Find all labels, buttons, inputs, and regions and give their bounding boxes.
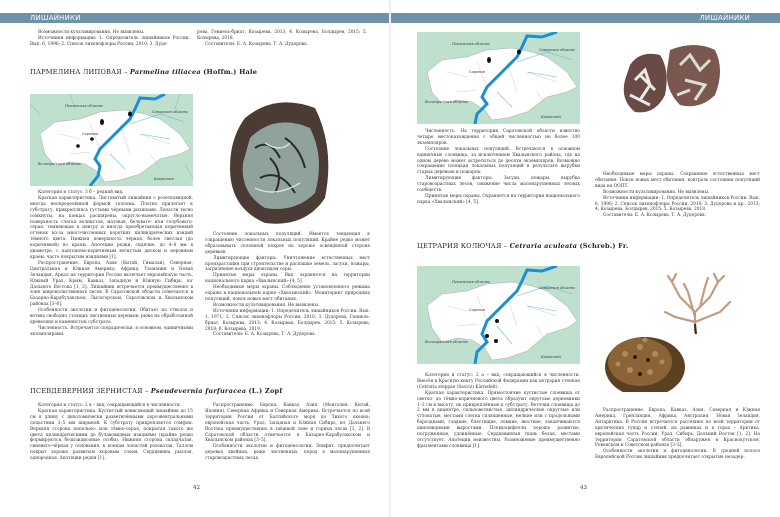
map-label-kazakhstan: Казахстан	[541, 355, 561, 359]
running-header-right	[391, 13, 780, 23]
paragraph: Составители: Е. А. Козырева, Т. А. Дудорова.	[213, 332, 316, 338]
occurrence-point	[128, 112, 132, 117]
paragraph: Необходимые меры охраны. Сохранение естественных мест обитания. Поиск новых мест обитания, контроль состояния популяций вида на ООПТ.	[595, 172, 760, 189]
paragraph: Возможности культивирования. Не выявлены.	[38, 30, 145, 35]
species-name-ru: ПАРМЕЛИНА ЛИПОВАЯ –	[30, 68, 128, 76]
distribution-map-cetraria	[417, 266, 580, 364]
occurrence-point	[494, 339, 498, 343]
paragraph: Численность. Встречается спорадически, в основном, единичными экземплярами.	[30, 325, 193, 337]
map-label-volgograd: Волгоградская область	[425, 340, 469, 344]
map-graphic	[417, 32, 580, 124]
paragraph: Источники информации: 1. Определитель лишайников России. Вып. 6, 1996; 2. Список лихенофлоры России, 2010; 3. Дудорова и др., 2013; 4. Козырева, Болдырев, 2015; 5. Козырева, 2018.	[595, 195, 760, 213]
photo-cetraria-aculeata	[600, 262, 750, 392]
occurrence-point	[90, 137, 94, 141]
map-label-saratov: Саратов	[82, 132, 99, 136]
map-graphic	[30, 94, 193, 186]
page-number-right: 43	[580, 485, 587, 491]
pseudevernia-continued-col2	[595, 172, 760, 219]
left-top-col2	[197, 30, 367, 48]
paragraph: Особенности экологии и фитоценологии. Обитает на стволах и ветвях свободно стоящих лиственных деревьев, реже на обработанной древесине и каменистом субстрате.	[30, 308, 193, 325]
map-label-samara: Самарская область	[152, 110, 189, 114]
map-label-penza: Пензенская область	[452, 280, 490, 284]
species-name-latin: Parmelina tiliacea	[129, 68, 201, 76]
paragraph: Принятые меры охраны. Вид охраняется на территории национального парка «Хвалынский» [4, 5].	[205, 273, 370, 285]
species-author: (Schreb.) Fr.	[579, 242, 629, 250]
species-name-ru: ЦЕТРАРИЯ КОЛЮЧАЯ –	[417, 242, 508, 250]
map-label-kazakhstan: Казахстан	[154, 177, 174, 181]
paragraph: Категория и статус: 3 б – редкий вид.	[38, 190, 124, 195]
paragraph: Источники информации: 1. Определитель лишайников России. Вып. 1, 1971; 2. Список лихенофлоры России, 2010; 3. Дудорова, Гениель-бриат, Козырева, 2013; 4. Козырева, Болдырев, 2015; 5. Козырева, 2018; 6. Козырева, 2019.	[205, 308, 370, 332]
parmelina-text-col2	[205, 232, 370, 338]
map-label-volgograd: Волгоградская область	[425, 100, 469, 104]
paragraph: Краткая характеристика. Кустистый повисающий лишайник до 15 см в длину с дихотомически разветвлёнными дорсовентральными лопастями 3–5 мм шириной. К субстрату прикрепляется гомфом. Верхняя сторона пепельно- или тёмно-серая, покрытая такого же цвета цилиндрическими до булавовидных изидиями (крайне редко формируются безызидиозные особи). Нижняя сторона складчатая, синевато-чёрная у основания, к концам лопастей розоватая. Таллом покрыт хорошо развитым коровым слоем. Сердцевина рыхлая, однородная. Апотеции редки [1].	[30, 408, 193, 462]
page-number-left: 42	[193, 485, 200, 491]
occurrence-point	[517, 50, 521, 55]
paragraph: Распространение. Европа, Азия (Китай, Гималаи), Северная, Центральная и Южная Америка, Африка, Тасмания и Новая Зеландия. Ареал на территории России включает европейскую часть, Южный Урал, Крым, Кавказ, Западную и Южную Сибирь, юг Дальнего Востока [1, 2]. Лишайник встречается преимущественно в зоне широколиственных лесов. В Саратовской области отмечается в Базарно-Карабулакском, Лысогорском, Саратовском и Хвалынском районах [3–6].	[30, 260, 193, 308]
map-label-saratov: Саратов	[469, 70, 486, 74]
paragraph: Краткая характеристика. Прямостоячие кустистые слоевища от светло- до тёмно-коричневого цвета образуют округлые дерновинки 1–3 см в высоту, не прикреплённые к субстрату. Веточки слоевища до 2 мм в диаметре, сильноветвистые, цилиндрические округлые или угловатые, местами слегка сплющенные, мелкие или с продольными бороздками, гладкие, блестящие, ломкие, жесткие, заканчиваются шиповидными выростами. Псевдоцифеллы хорошо развитые, погруженные, удлинённые. Сердцевинная ткань белая, местами отсутствует. Апотеции неизвестны. Размножение преимущественно фрагментами слоевища [1].	[417, 390, 580, 449]
occurrence-point	[76, 144, 80, 148]
cetraria-text-col1	[417, 373, 580, 450]
cetraria-text-col2	[595, 408, 760, 461]
photo-parmelina-tiliacea	[225, 98, 335, 228]
parmelina-text-col1	[30, 190, 193, 338]
left-top-col1	[30, 30, 190, 48]
paragraph: Возможности культивирования. Не выявлены.	[603, 189, 710, 195]
map-graphic	[417, 266, 580, 364]
paragraph: Возможности культивирования. Не выявлены.	[213, 302, 320, 308]
map-label-penza: Пензенская область	[65, 104, 103, 108]
distribution-map-pseudevernia	[417, 32, 580, 124]
distribution-map-parmelina	[30, 94, 193, 186]
page-spine	[389, 0, 391, 517]
species-heading-cetraria	[417, 242, 628, 250]
species-author: (Hoffm.) Hale	[203, 68, 258, 76]
paragraph: Лимитирующие факторы. Засухи, пожары, вырубка старовозрастных лесов, снижение числа малонарушенных лесных сообществ.	[417, 176, 580, 194]
species-author: (L.) Zopf	[248, 387, 283, 395]
species-heading-parmelina	[30, 68, 257, 76]
occurrence-point	[487, 57, 491, 63]
paragraph: Категория и статус: 2 в – вид, сокращающийся в численности.	[38, 403, 182, 408]
paragraph: Категория и статус: 2 а – вид, сокращающийся в численности. Внесён в Красную книгу Российской Федерации как цетрария степная (Cetraria steppae (Savicz) Kärnefelt).	[417, 373, 580, 390]
paragraph: Численность. На территории Саратовской области известно четыре местонахождения с общей численностью не более 100 экземпляров.	[417, 129, 580, 146]
paragraph: рова, Гениель-бриат, Козырева, 2013; 4. Козырева, Болдырев, 2015; 5. Козырева, 2018.	[197, 30, 367, 41]
paragraph: Составители: Е. А. Козырева, Т. А. Дудорова.	[603, 213, 706, 219]
running-header-left	[0, 13, 389, 23]
species-name-latin: Cetraria aculeata	[509, 242, 578, 250]
map-label-volgograd: Волгоградская область	[38, 162, 82, 166]
occurrence-point	[100, 119, 104, 125]
species-heading-pseudevernia	[30, 387, 282, 395]
section-title: ЛИШАЙНИКИ	[30, 14, 81, 22]
paragraph: Лимитирующие факторы. Уничтожение естественных мест произрастания при строительстве и распашке земель, засухи, пожары, загрязнение воздуха диоксидом серы.	[205, 255, 370, 273]
photo-pseudevernia-furfuracea	[615, 40, 735, 120]
section-title: ЛИШАЙНИКИ	[699, 14, 750, 22]
paragraph: Особенности экологии и фитоценологии. Эпифит, предпочитает деревья хвойных, реже лиственных, пород в малонарушенных старовозрастных лесах.	[205, 444, 370, 462]
occurrence-point	[495, 319, 499, 323]
map-label-penza: Пензенская область	[452, 42, 490, 46]
paragraph: Состояние локальных популяций. Имеется тенденция к сокращению численности локальных популяций. Крайне редко может образовывать сплошной покров на хорошо освещённой стороне деревьев.	[205, 232, 370, 255]
map-label-samara: Самарская область	[539, 48, 576, 52]
pseudevernia-text-col2	[205, 403, 370, 462]
paragraph: Распространение. Европа, Кавказ, Азия (Монголия, Китай, Япония), Северная Африка и Северная Америка. Встречается по всей территории России от Балтийского моря до Тихого океана: европейская часть, Урал, Западная и Южная Сибирь, юг Дальнего Востока преимущественно в таёжной зоне и горных лесах [1, 2]. В Саратовской области отмечается в Базарно-Карабулакском и Хвалынском районах [3–5].	[205, 403, 370, 444]
occurrence-point	[485, 334, 489, 338]
paragraph: Распространение. Европа, Кавказ, Азия, Северная и Южная Америка, Гренландия, Африка, Австралия, Новая Зеландия, Антарктика. В России встречается рассеянно по всей территории от арктических тундр и степей, на равнинах и в горах – Арктика, европейская часть России, Урал, Сибирь, Дальний Восток [1, 2]. На территории Саратовской области обнаружен в Краснокутском, Ровенском и Советском районах [3–5].	[595, 408, 760, 449]
paragraph: Необходимые меры охраны. Соблюдение установленного режима охраны в национальном парке «Хвалынский». Мониторинг природных популяций, поиск новых мест обитания.	[205, 285, 370, 302]
paragraph: Источники информации: 1. Определитель лишайников России. Вып. 6, 1996; 2. Список лихенофлоры России, 2010; 3. Дудо-	[30, 35, 190, 47]
map-label-samara: Самарская область	[539, 286, 576, 290]
paragraph: Принятые меры охраны. Охраняется на территории национального парка «Хвалынский» [4, 5].	[417, 193, 580, 205]
paragraph: Особенности экологии и фитоценологии. В средней полосе Европейской России лишайник предпочитает открытые незадер-	[595, 449, 760, 461]
pseudevernia-text-col1	[30, 403, 193, 462]
map-label-saratov: Саратов	[469, 308, 486, 312]
paragraph: Состояние локальных популяций. Встречаются в основном единичные слоевища, за исключением Хвалынского района, где на одном дереве может встретиться до десяти экземпляров. Возможно сокращение площади локальных популяций в результате вырубки старых деревьев и пожаров.	[417, 146, 580, 176]
paragraph: Составители: Е. А. Козырева, Т. А. Дудорова.	[205, 41, 308, 47]
species-name-ru: ПСЕВДЕВЕРНИЯ ЗЕРНИСТАЯ –	[30, 387, 149, 395]
paragraph: Краткая характеристика. Листоватый лишайник с розетковидной, иногда неопределённой формой таллома. Плотно прилегает к субстрату, прикрепляясь густыми чёрными ризинами. Лопасти тесно сомкнуты, на концах расширены, округло-выемчатые. Верхняя поверхность слегка волнистая, матовая, беловато- или голубовато-серая, темнеющая к центру и иногда приобретающая коричневый оттенок из-за многочисленных коротких цилиндрических изидий тёмного цвета. Нижняя поверхность чёрная, более светлая (до коричневой) по краям. Апотеции редки, сидячие, до 4–8 мм в диаметре, с каштаново-коричневым вогнутым диском и неровным краем, часто покрытым изидиями [1].	[30, 195, 193, 260]
map-label-kazakhstan: Казахстан	[541, 115, 561, 119]
pseudevernia-continued-col1	[417, 129, 580, 206]
species-name-latin: Pseudevernia furfuracea	[150, 387, 247, 395]
